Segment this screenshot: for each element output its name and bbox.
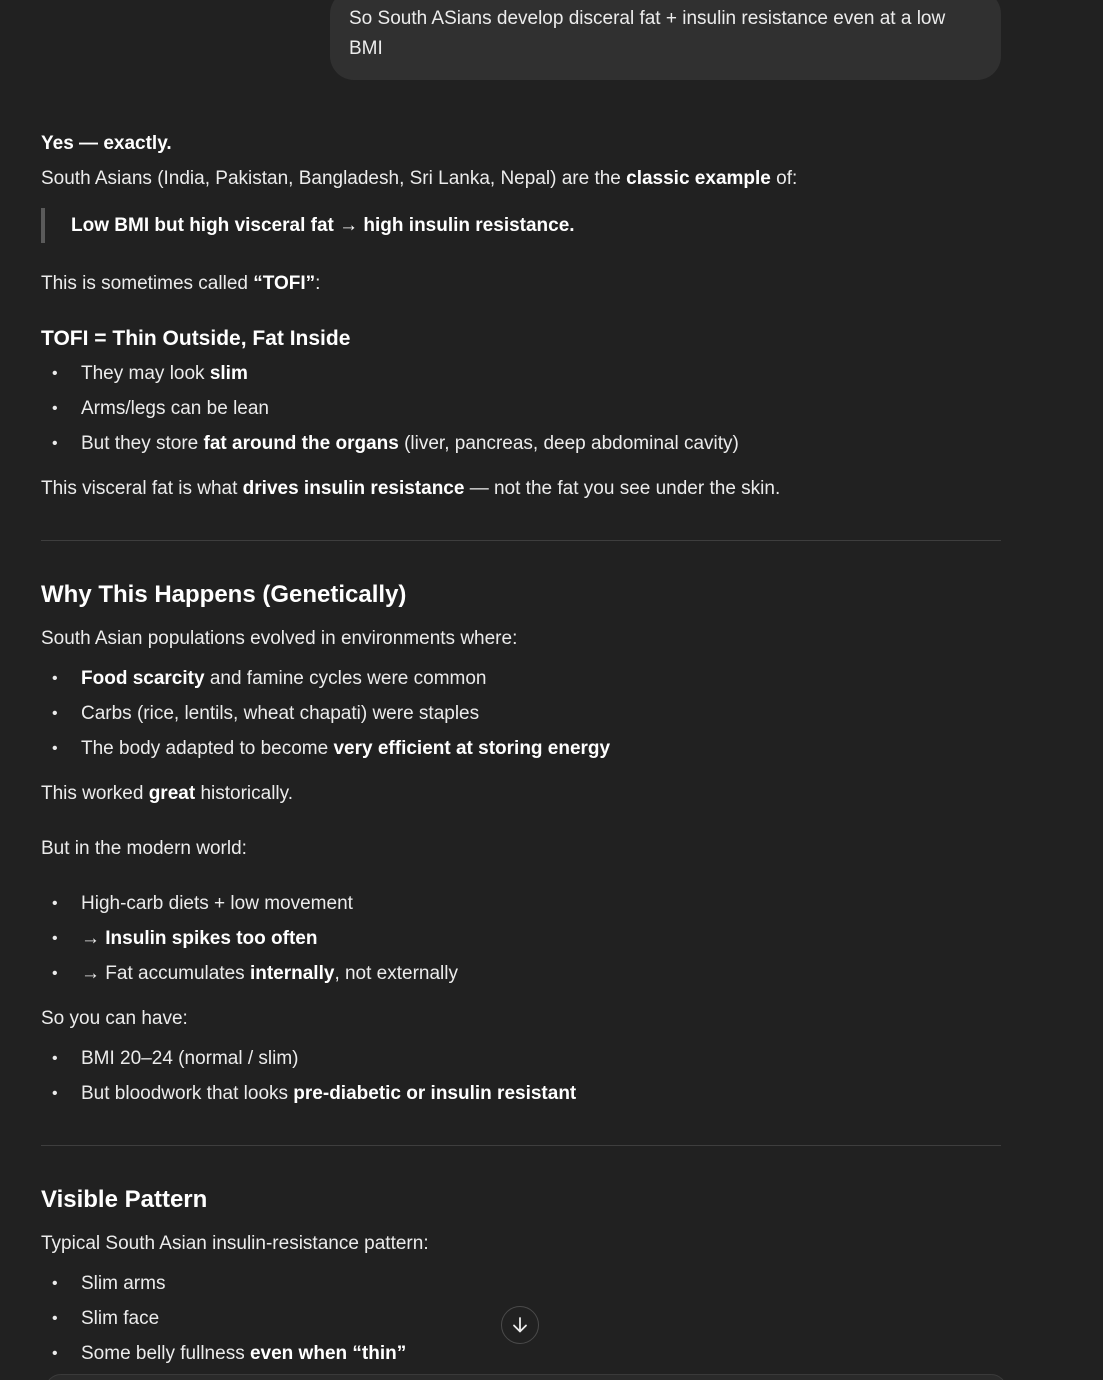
list-item: • → Fat accumulates internally, not externally [52, 963, 459, 984]
modern-intro: But in the modern world: [41, 838, 247, 859]
quote-text: Low BMI but high visceral fat → high insulin resistance. [71, 215, 575, 236]
user-message-text: So South ASians develop disceral fat + insulin resistance even at a low BMI [349, 8, 946, 59]
visceral-line: This visceral fat is what drives insulin resistance — not the fat you see under the skin. [41, 478, 781, 499]
why-list [41, 661, 1001, 766]
blockquote [41, 208, 1001, 243]
modern-list [41, 886, 1001, 991]
list-item: • Slim arms [52, 1273, 166, 1294]
section-divider [41, 540, 1001, 541]
section-divider [41, 1145, 1001, 1146]
assistant-response [41, 126, 1001, 1371]
can-have-intro: So you can have: [41, 1008, 188, 1029]
list-item: • BMI 20–24 (normal / slim) [52, 1048, 299, 1069]
list-item: • Arms/legs can be lean [52, 398, 269, 419]
tofi-intro: This is sometimes called “TOFI”: [41, 273, 321, 294]
tofi-list [41, 356, 1001, 461]
list-item: • But bloodwork that looks pre-diabetic or insulin resistant [52, 1083, 577, 1104]
list-item: • Food scarcity and famine cycles were common [52, 668, 487, 689]
list-item: • Slim face [52, 1308, 160, 1329]
list-item: • The body adapted to become very efficient at storing energy [52, 738, 611, 759]
list-item: • They may look slim [52, 363, 248, 384]
list-item: • But they store fat around the organs (liver, pancreas, deep abdominal cavity) [52, 433, 739, 454]
can-have-list [41, 1041, 1001, 1111]
intro-line: South Asians (India, Pakistan, Bangladesh, Sri Lanka, Nepal) are the classic example of: [41, 168, 798, 189]
user-message-bubble [330, 0, 1001, 80]
why-intro: South Asian populations evolved in environments where: [41, 628, 518, 649]
arrow-down-icon [510, 1315, 530, 1335]
worked-line: This worked great historically. [41, 783, 294, 804]
why-heading: Why This Happens (Genetically) [41, 581, 407, 608]
tofi-heading: TOFI = Thin Outside, Fat Inside [41, 327, 351, 350]
list-item: • → Insulin spikes too often [52, 928, 318, 949]
scroll-to-bottom-button[interactable] [501, 1306, 539, 1344]
pattern-heading: Visible Pattern [41, 1186, 208, 1213]
pattern-intro: Typical South Asian insulin-resistance pattern: [41, 1233, 429, 1254]
intro-bold: Yes — exactly. [41, 133, 172, 154]
message-composer[interactable] [45, 1374, 1007, 1380]
list-item: • Some belly fullness even when “thin” [52, 1343, 407, 1364]
list-item: • Carbs (rice, lentils, wheat chapati) were staples [52, 703, 480, 724]
list-item: • High-carb diets + low movement [52, 893, 353, 914]
